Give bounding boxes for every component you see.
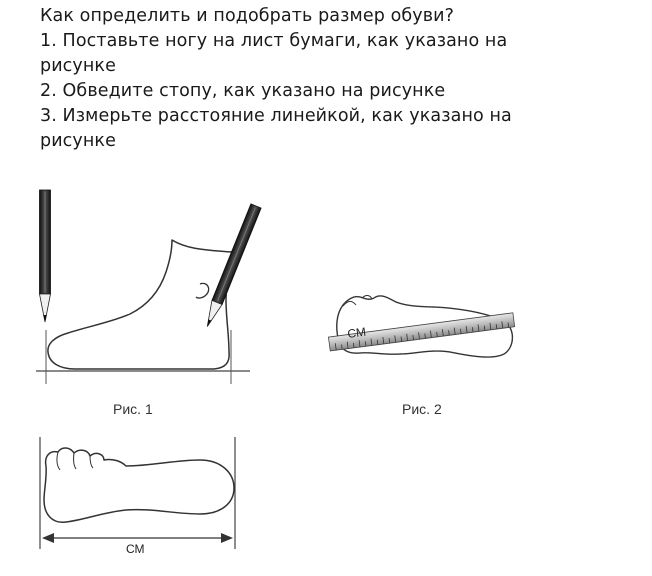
foot-top-outline xyxy=(44,448,234,522)
fig2-caption: Рис. 2 xyxy=(402,401,442,417)
fig1-caption: Рис. 1 xyxy=(113,401,153,417)
step-2: 2. Обведите стопу, как указано на рисунке xyxy=(40,81,446,101)
fig2-unit-label: СМ xyxy=(346,324,367,341)
figure-1 xyxy=(36,190,261,417)
step-3-line-1: 3. Измерьте расстояние линейкой, как указано на xyxy=(40,106,512,126)
pencil-icon xyxy=(40,190,51,322)
step-3-line-2: рисунке xyxy=(40,131,116,151)
figure-3 xyxy=(40,437,235,556)
fig3-unit-label: СМ xyxy=(126,542,145,556)
foot-side-profile xyxy=(48,240,232,369)
step-1-line-2: рисунке xyxy=(40,56,116,76)
figure-2 xyxy=(328,295,514,417)
instructions-heading: Как определить и подобрать размер обуви? xyxy=(40,6,454,26)
step-1-line-1: 1. Поставьте ногу на лист бумаги, как указано на xyxy=(40,31,508,51)
